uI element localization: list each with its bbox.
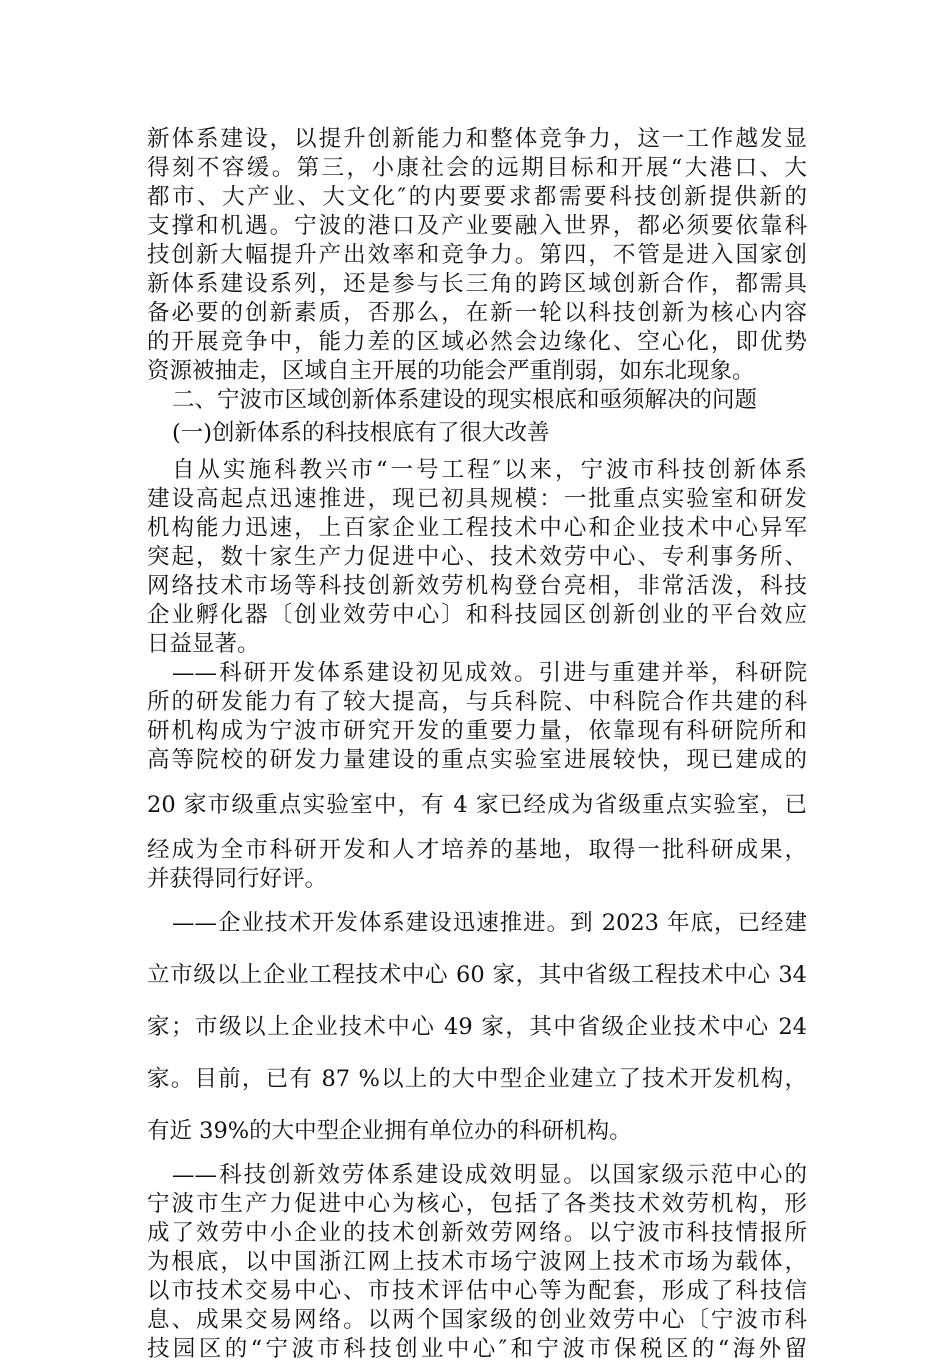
text-line: 宁波市生产力促进中心为核心，包括了各类技术效劳机构，形 bbox=[147, 1191, 807, 1217]
text-line: 家。目前，已有 87 %以上的大中型企业建立了技术开发机构， bbox=[147, 1066, 807, 1092]
text-line: 的开展竞争中，能力差的区域必然会边缘化、空心化，即优势 bbox=[147, 329, 807, 355]
text-line: 突起，数十家生产力促进中心、技术效劳中心、专利事务所、 bbox=[147, 544, 807, 570]
text-line: 备必要的创新素质，否那么，在新一轮以科技创新为核心内容 bbox=[147, 300, 807, 326]
text-line: 20 家市级重点实验室中，有 4 家已经成为省级重点实验室，已 bbox=[147, 792, 807, 818]
text-line: 机构能力迅速，上百家企业工程技术中心和企业技术中心异军 bbox=[147, 515, 807, 541]
text-line: 为根底，以中国浙江网上技术市场宁波网上技术市场为载体， bbox=[147, 1249, 807, 1275]
text-line: 网络技术市场等科技创新效劳机构登台亮相，非常活泼，科技 bbox=[147, 573, 807, 599]
text-line: 企业孵化器〔创业效劳中心〕和科技园区创新创业的平台效应 bbox=[147, 602, 807, 628]
text-line: 并获得同行好评。 bbox=[147, 866, 328, 892]
text-line: 技创新大幅提升产出效率和竞争力。第四，不管是进入国家创 bbox=[147, 242, 807, 268]
text-line: 以市技术交易中心、市技术评估中心等为配套，形成了科技信 bbox=[147, 1278, 807, 1304]
text-line: 息、成果交易网络。以两个国家级的创业效劳中心〔宁波市科 bbox=[147, 1307, 807, 1333]
text-line: 建设高起点迅速推进，现已初具规模：一批重点实验室和研发 bbox=[147, 486, 807, 512]
text-line: 立市级以上企业工程技术中心 60 家，其中省级工程技术中心 34 bbox=[147, 962, 807, 988]
text-line: ——企业技术开发体系建设迅速推进。到 2023 年底，已经建 bbox=[172, 910, 807, 936]
text-line: 技园区的“宁波市科技创业中心″和宁波市保税区的“海外留 bbox=[147, 1336, 807, 1362]
text-line: 得刻不容缓。第三，小康社会的远期目标和开展“大港口、大 bbox=[147, 155, 807, 181]
text-line: 成了效劳中小企业的技术创新效劳网络。以宁波市科技情报所 bbox=[147, 1220, 807, 1246]
text-line: 高等院校的研发力量建设的重点实验室进展较快，现已建成的 bbox=[147, 747, 807, 773]
text-line: 支撑和机遇。宁波的港口及产业要融入世界，都必须要依靠科 bbox=[147, 213, 807, 239]
text-line: 新体系建设系列，还是参与长三角的跨区域创新合作，都需具 bbox=[147, 271, 807, 297]
text-line: ——科研开发体系建设初见成效。引进与重建并举，科研院 bbox=[172, 660, 807, 686]
text-line: 资源被抽走，区域自主开展的功能会严重削弱，如东北现象。 bbox=[147, 358, 755, 384]
subsection-heading: (一)创新体系的科技根底有了很大改善 bbox=[172, 420, 550, 446]
text-line: 日益显著。 bbox=[147, 631, 260, 657]
text-line: 经成为全市科研开发和人才培养的基地，取得一批科研成果， bbox=[147, 837, 807, 863]
text-line: 有近 39%的大中型企业拥有单位办的科研机构。 bbox=[147, 1118, 632, 1144]
text-line: 所的研发能力有了较大提高，与兵科院、中科院合作共建的科 bbox=[147, 689, 807, 715]
text-line: 自从实施科教兴市“一号工程″以来，宁波市科技创新体系 bbox=[172, 457, 807, 483]
section-heading: 二、宁波市区域创新体系建设的现实根底和亟须解决的问题 bbox=[172, 387, 758, 413]
text-line: 研机构成为宁波市研究开发的重要力量，依靠现有科研院所和 bbox=[147, 718, 807, 744]
text-line: ——科技创新效劳体系建设成效明显。以国家级示范中心的 bbox=[172, 1162, 807, 1188]
text-line: 新体系建设，以提升创新能力和整体竞争力，这一工作越发显 bbox=[147, 126, 807, 152]
text-line: 都市、大产业、大文化″的内要要求都需要科技创新提供新的 bbox=[147, 184, 807, 210]
text-line: 家；市级以上企业技术中心 49 家，其中省级企业技术中心 24 bbox=[147, 1014, 807, 1040]
